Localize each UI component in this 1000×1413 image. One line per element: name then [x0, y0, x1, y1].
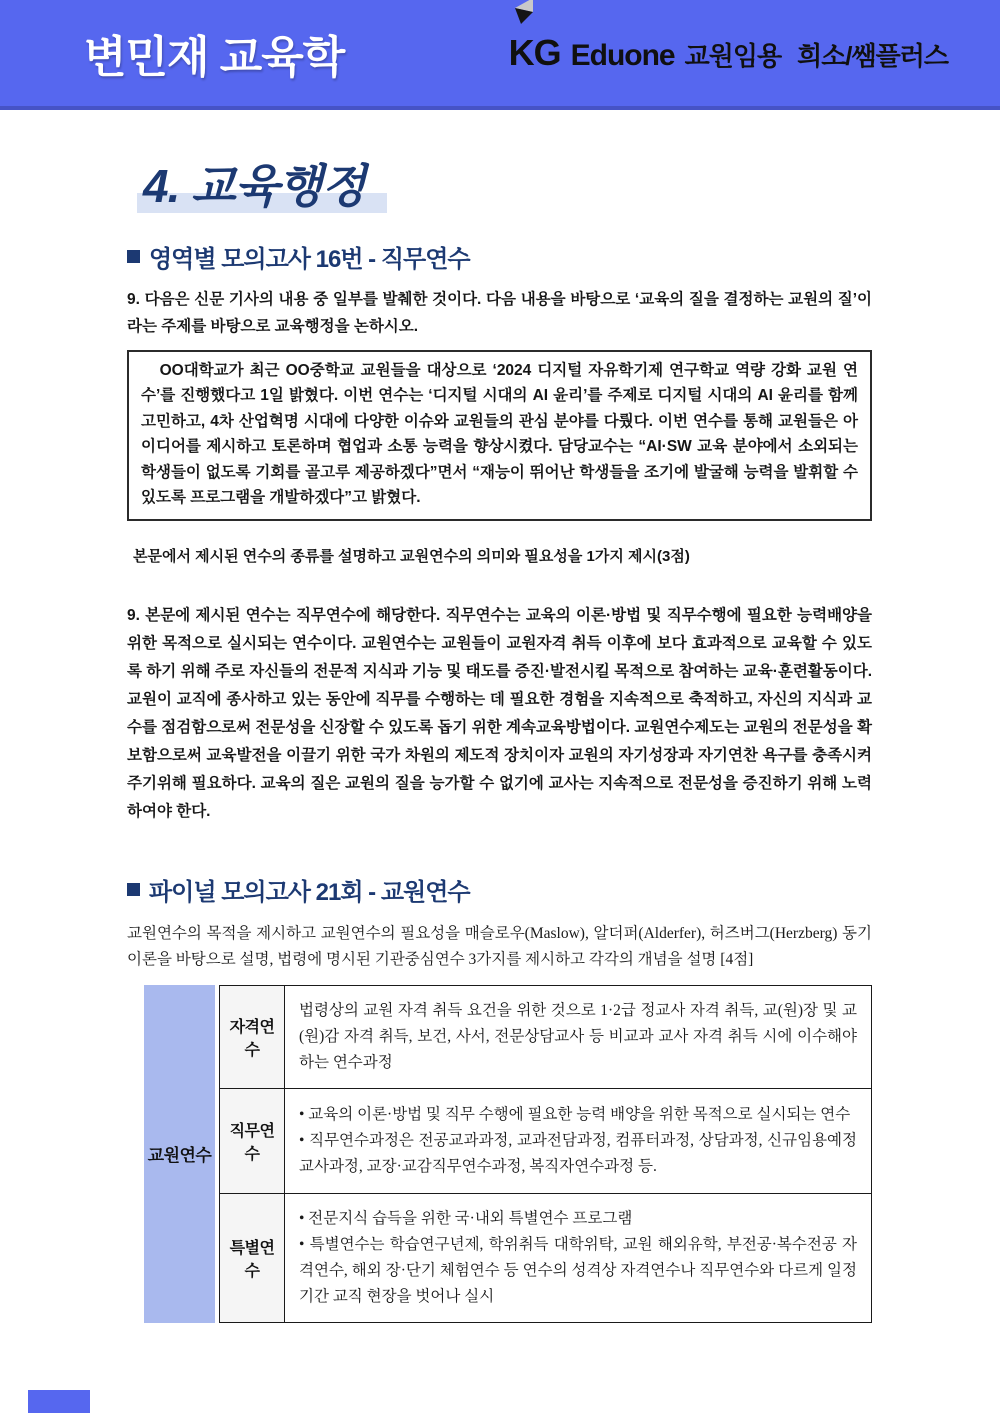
training-types-table: [219, 985, 872, 1323]
document-content: [0, 110, 1000, 1323]
row-label-qualification: 자격연수: [220, 985, 285, 1088]
news-article-box: [127, 350, 872, 521]
logo-service-text: 교원임용: [684, 41, 782, 71]
brand-header: [0, 0, 1000, 110]
table-row: [220, 985, 872, 1088]
section2-heading-text: 파이널 모의고사 21회 - 교원연수: [149, 878, 470, 906]
final-exam-prompt: 교원연수의 목적을 제시하고 교원연수의 필요성을 매슬로우(Maslow), 알더퍼(Alderfer), 허즈버그(Herzberg) 동기이론을 바탕으로 설명, 법령에 명시된 기관중심연수 3가지를 제시하고 각각의 개념을 설명 [4점]: [127, 924, 872, 968]
footer-accent-block: [28, 1390, 90, 1413]
chapter-title: [143, 160, 365, 213]
table-row: [220, 1088, 872, 1193]
square-bullet-icon: [127, 250, 140, 263]
table-row: [220, 1193, 872, 1322]
logo-kg-text: KG: [508, 32, 561, 73]
cell-line: • 특별연수는 학습연구년제, 학위취득 대학위탁, 교원 해외유학, 부전공·복수전공 자격연수, 해외 장·단기 체험연수 등 연수의 성격상 자격연수나 직무연수와 다르게 일정 기간 교직 현장을 벗어나 실시: [299, 1235, 857, 1305]
brand-title: 변민재 교육학: [84, 33, 345, 82]
teacher-training-table: [144, 985, 872, 1323]
question-prompt: 본문에서 제시된 연수의 종류를 설명하고 교원연수의 의미와 필요성을 1가지 제시(3점): [133, 547, 690, 565]
row-content-job: [285, 1088, 872, 1193]
publisher-logo: [509, 32, 948, 74]
news-article-text: OO대학교가 최근 OO중학교 교원들을 대상으로 ‘2024 디지털 자유학기제 연구학교 역량 강화 교원 연수’를 진행했다고 1일 밝혔다. 이번 연수는 ‘디지털 시대의 AI 윤리’를 주제로 디지털 시대의 AI 윤리를 함께 고민하고, 4차 산업혁명 시대에 다양한 이슈와 교원들의 관심 분야를 다뤘다. 이번 연수를 통해 교원들은 아이디어를 제시하고 토론하며 협업과 소통 능력을 향상시켰다. 담당교수는 “AI·SW 교육 분야에서 소외되는 학생들이 없도록 기회를 골고루 제공하겠다”면서 “재능이 뛰어난 학생들을 조기에 발굴해 능력을 발휘할 수 있도록 프로그램을 개발하겠다”고 밝혔다.: [141, 361, 858, 507]
section2-heading: [127, 872, 872, 907]
kg-logo-mark-icon: [511, 0, 535, 33]
row-content-special: [285, 1193, 872, 1322]
model-answer-text: 9. 본문에 제시된 연수는 직무연수에 해당한다. 직무연수는 교육의 이론·방법 및 직무수행에 필요한 능력배양을 위한 목적으로 실시되는 연수이다. 교원연수는 교원들이 교원자격 취득 이후에 보다 효과적으로 교육할 수 있도록 하기 위해 주로 자신들의 전문적 지식과 기능 및 태도를 증진·발전시킬 목적으로 참여하는 교육·훈련활동이다. 교원이 교직에 종사하고 있는 동안에 직무를 수행하는 데 필요한 경험을 지속적으로 축적하고, 자신의 지식과 교수를 점검함으로써 전문성을 신장할 수 있도록 돕기 위한 계속교육방법이다. 교원연수제도는 교원의 전문성을 확보함으로써 교육발전을 이끌기 위한 국가 차원의 제도적 장치이자 교원의 자기성장과 자기연찬 욕구를 충족시켜 주기위해 필요하다. 교육의 질은 교원의 질을 능가할 수 없기에 교사는 지속적으로 전문성을 증진하기 위해 노력하여야 한다.: [127, 606, 872, 820]
cell-line: • 직무연수과정은 전공교과과정, 교과전담과정, 컴퓨터과정, 상담과정, 신규임용예정교사과정, 교장·교감직무연수과정, 복직자연수과정 등.: [299, 1131, 857, 1175]
table-group-cell: 교원연수: [144, 985, 215, 1323]
cell-line: • 교육의 이론·방법 및 직무 수행에 필요한 능력 배양을 위한 목적으로 실시되는 연수: [299, 1105, 851, 1123]
row-label-job: 직무연수: [220, 1088, 285, 1193]
section1-heading-text: 영역별 모의고사 16번 - 직무연수: [149, 245, 470, 273]
cell-line: • 전문지식 습득을 위한 국·내외 특별연수 프로그램: [299, 1209, 633, 1227]
section1-heading: [127, 239, 872, 274]
logo-eduone-text: Eduone: [570, 39, 675, 72]
chapter-title-text: 4. 교육행정: [143, 160, 365, 212]
row-label-special: 특별연수: [220, 1193, 285, 1322]
logo-product-text: 희소/쌤플러스: [797, 41, 948, 71]
cell-line: 법령상의 교원 자격 취득 요건을 위한 것으로 1·2급 정교사 자격 취득, 교(원)장 및 교(원)감 자격 취득, 보건, 사서, 전문상담교사 등 비교과 교사 자격 취득 시에 이수해야 하는 연수과정: [299, 1001, 857, 1071]
row-content-qualification: [285, 985, 872, 1088]
square-bullet-icon: [127, 883, 140, 896]
question-text: 9. 다음은 신문 기사의 내용 중 일부를 발췌한 것이다. 다음 내용을 바탕으로 ‘교육의 질을 결정하는 교원의 질’이라는 주제를 바탕으로 교육행정을 논하시오.: [127, 290, 872, 335]
